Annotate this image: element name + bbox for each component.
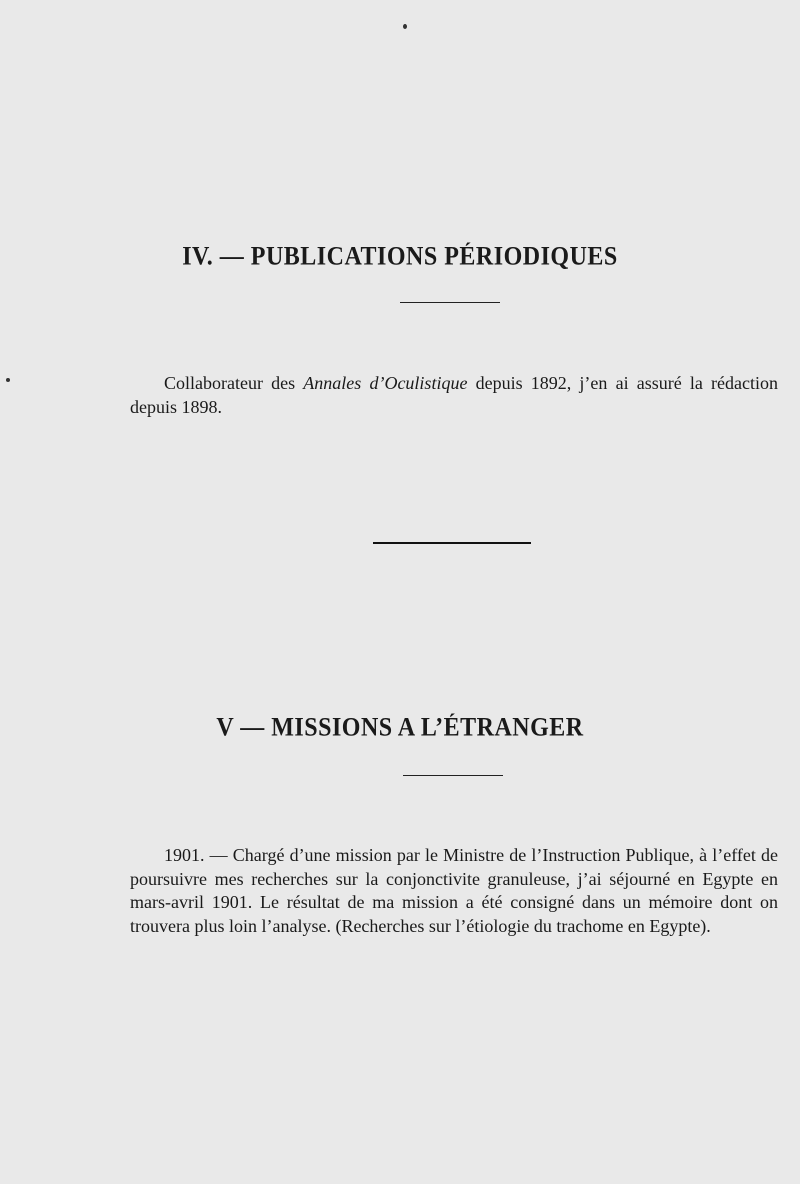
section-separator (373, 542, 531, 544)
print-speck (403, 24, 407, 29)
section-v-underline (403, 775, 503, 776)
paragraph-text-after-journal: depuis 1892, j’en ai assuré la rédaction depuis 1898. (130, 373, 778, 417)
section-iv-title: IV. — PUBLICATIONS PÉRIODIQUES (182, 242, 618, 271)
print-speck (6, 378, 10, 382)
section-iv-paragraph (130, 372, 778, 419)
section-v-paragraph (130, 844, 778, 938)
mission-paragraph-text: 1901. — Chargé d’une mission par le Ministre de l’Instruction Publique, à l’effet de poursuivre mes recherches sur la conjonctivite granuleuse, j’ai séjourné en Egypte en mars-avril 1901. Le résultat de ma mission a été consigné dans un mémoire dont on trouvera plus loin l’analyse. (Recherches sur l’étiologie du trachome en Egypte). (130, 845, 778, 936)
section-iv-underline (400, 302, 500, 303)
paragraph-text-before-journal: Collaborateur des (164, 373, 304, 393)
journal-title: Annales d’Oculistique (303, 373, 468, 393)
section-v-title: V — MISSIONS A L’ÉTRANGER (216, 713, 584, 742)
